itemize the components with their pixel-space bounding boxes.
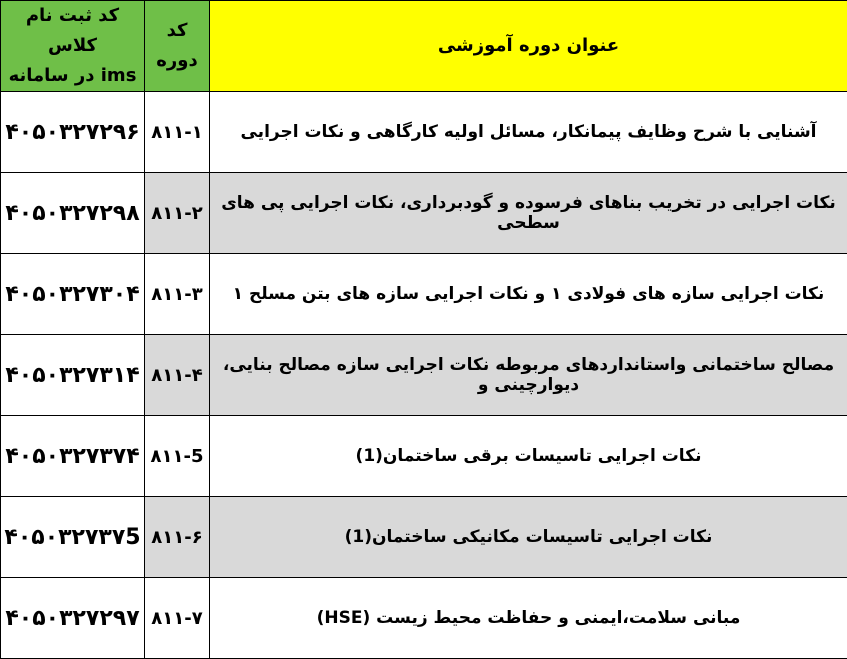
ims-code-cell: ۴۰۵۰۳۲۷۳۷۴	[1, 416, 145, 497]
table-row	[1, 92, 847, 173]
ims-code-cell: ۴۰۵۰۳۲۷۳۰۴	[1, 254, 145, 335]
course-title-cell: آشنایی با شرح وظایف پیمانکار، مسائل اولیه کارگاهی و نکات اجرایی	[210, 92, 847, 173]
ims-code-cell: ۴۰۵۰۳۲۷۲۹۷	[1, 578, 145, 659]
course-code-header	[145, 1, 210, 92]
ims-header-line1: کد ثبت نام کلاس	[1, 1, 144, 61]
header-row	[1, 1, 847, 92]
ims-code-cell: ۴۰۵۰۳۲۷۲۹۸	[1, 173, 145, 254]
course-code-cell: ۸۱۱-۶	[145, 497, 210, 578]
course-title-cell: مبانی سلامت،ایمنی و حفاظت محیط زیست (HSE)	[210, 578, 847, 659]
course-code-cell: ۸۱۱-۲	[145, 173, 210, 254]
course-title-header: عنوان دوره آموزشی	[210, 1, 847, 92]
table-row	[1, 416, 847, 497]
ims-code-cell: ۴۰۵۰۳۲۷۳۷5	[1, 497, 145, 578]
course-code-cell: ۸۱۱-۷	[145, 578, 210, 659]
course-code-cell: ۸۱۱-۴	[145, 335, 210, 416]
table-row	[1, 335, 847, 416]
course-code-cell: ۸۱۱-۳	[145, 254, 210, 335]
ims-header-line2: در سامانه ims	[1, 61, 144, 91]
course-title-cell: نکات اجرایی سازه های فولادی ۱ و نکات اجرایی سازه های بتن مسلح ۱	[210, 254, 847, 335]
course-title-cell: نکات اجرایی تاسیسات مکانیکی ساختمان(1)	[210, 497, 847, 578]
course-title-cell: مصالح ساختمانی واستانداردهای مربوطه نکات اجرایی سازه مصالح بنایی، دیوارچینی و	[210, 335, 847, 416]
course-code-cell: ۸۱۱-5	[145, 416, 210, 497]
table-row	[1, 173, 847, 254]
ims-code-header	[1, 1, 145, 92]
course-title-cell: نکات اجرایی تاسیسات برقی ساختمان(1)	[210, 416, 847, 497]
table-row	[1, 497, 847, 578]
table-row	[1, 254, 847, 335]
ims-code-cell: ۴۰۵۰۳۲۷۲۹۶	[1, 92, 145, 173]
code-header-line2: دوره	[145, 46, 209, 76]
course-title-cell: نکات اجرایی در تخریب بناهای فرسوده و گودبرداری، نکات اجرایی پی های سطحی	[210, 173, 847, 254]
ims-code-cell: ۴۰۵۰۳۲۷۳۱۴	[1, 335, 145, 416]
table-row	[1, 578, 847, 659]
code-header-line1: کد	[145, 16, 209, 46]
course-code-cell: ۸۱۱-۱	[145, 92, 210, 173]
